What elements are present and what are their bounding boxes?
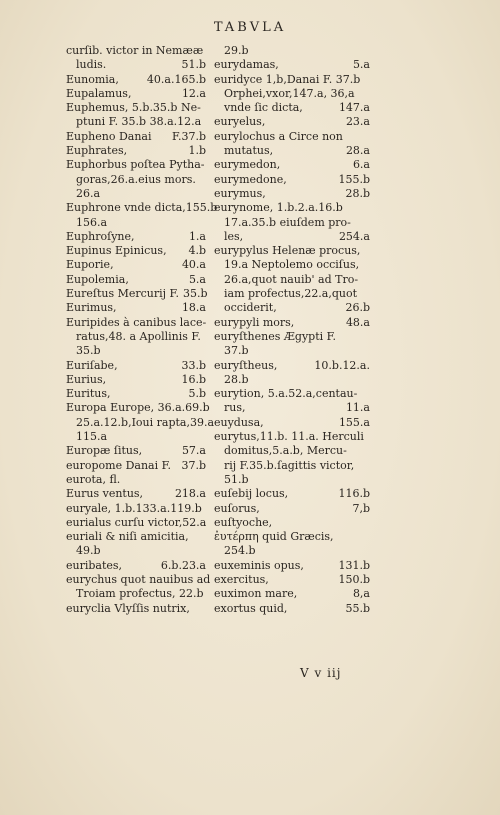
index-entry xyxy=(214,530,370,544)
entry-text: Eunomia, xyxy=(66,72,119,86)
entry-text: 156.a xyxy=(76,215,108,229)
entry-text: eurymus, xyxy=(214,186,266,200)
entry-text: Euphemus, 5.b.35.b Ne- xyxy=(66,101,201,115)
page-reference: 12.a xyxy=(181,86,206,100)
index-entry xyxy=(214,216,370,230)
page-reference: 26.b xyxy=(345,301,370,315)
entry-text: vnde ſic dicta, xyxy=(224,101,303,115)
index-entry xyxy=(214,573,370,587)
index-entry xyxy=(66,487,206,501)
index-entry xyxy=(214,258,370,272)
entry-text: Euripides à canibus lace- xyxy=(66,315,207,329)
index-entry xyxy=(214,187,370,201)
index-entry xyxy=(66,58,206,72)
entry-text: eurypylus Helenæ procus, xyxy=(214,244,361,258)
entry-text: eurymedon, xyxy=(214,158,281,172)
index-entry xyxy=(214,101,370,115)
index-entry xyxy=(66,230,206,244)
page-reference xyxy=(202,430,206,444)
page-reference: 147.a xyxy=(338,101,370,115)
page-reference xyxy=(366,444,370,458)
page-reference: 7,b xyxy=(352,501,370,515)
page-reference: 28.b xyxy=(345,186,370,200)
page-reference xyxy=(366,430,370,444)
index-entry xyxy=(66,115,206,129)
entry-text: Euporie, xyxy=(66,258,114,272)
index-entry xyxy=(66,130,206,144)
index-entry xyxy=(214,301,370,315)
entry-text: domitus,5.a.b, Mercu- xyxy=(224,444,347,458)
entry-text: 17.a.35.b eiuſdem pro- xyxy=(224,215,351,229)
index-entry xyxy=(214,115,370,129)
index-entry xyxy=(66,502,206,516)
page-reference: 11.a xyxy=(345,401,370,415)
page-reference: 218.a xyxy=(174,487,206,501)
page-reference xyxy=(202,330,206,344)
entry-text: Eupinus Epinicus, xyxy=(66,244,167,258)
index-entry xyxy=(214,416,370,430)
page-reference: 40.a.165.b xyxy=(146,72,206,86)
entry-text: eurynome, 1.b.2.a.16.b xyxy=(214,201,343,215)
entry-text: Eupheno Danai xyxy=(66,129,152,143)
page-reference xyxy=(202,544,206,558)
page-reference xyxy=(366,130,370,144)
index-entry xyxy=(214,173,370,187)
index-entry xyxy=(66,587,206,601)
index-entry xyxy=(66,201,218,215)
index-entry xyxy=(66,216,206,230)
entry-text: 26.a,quot nauib' ad Tro- xyxy=(224,272,359,286)
entry-text: rus, xyxy=(224,401,246,415)
index-entry xyxy=(66,173,206,187)
page-reference xyxy=(366,459,370,473)
entry-text: Troiam profectus, 22.b xyxy=(76,587,204,601)
page-reference: 131.b xyxy=(338,558,370,572)
entry-text: euximon mare, xyxy=(214,587,298,601)
entry-text: Orphei,vxor,147.a, 36,a xyxy=(224,86,355,100)
index-entry xyxy=(66,87,206,101)
page-reference xyxy=(366,287,370,301)
entry-text: euribates, xyxy=(66,558,123,572)
page-reference xyxy=(366,201,370,215)
page-reference xyxy=(366,473,370,487)
page-reference: 5.a xyxy=(352,58,370,72)
entry-text: Eurus ventus, xyxy=(66,487,144,501)
entry-text: euryſtheus, xyxy=(214,358,278,372)
running-head: TABVLA xyxy=(213,20,287,35)
index-entry xyxy=(66,244,206,258)
index-entry xyxy=(214,230,370,244)
signature-mark: V v iij xyxy=(300,666,342,680)
page-reference xyxy=(202,187,206,201)
page-reference xyxy=(366,373,370,387)
page-reference xyxy=(202,502,206,516)
page-reference: 35.b xyxy=(182,287,208,301)
page-reference: F.37.b xyxy=(172,129,206,143)
index-entry xyxy=(66,359,206,373)
entry-text: Euritus, xyxy=(66,387,111,401)
index-entry xyxy=(66,158,206,172)
index-entry xyxy=(214,401,370,415)
index-entry xyxy=(66,287,206,301)
index-entry xyxy=(66,473,206,487)
index-entry xyxy=(214,44,370,58)
index-entry xyxy=(66,459,206,473)
index-entry xyxy=(66,401,210,415)
index-entry xyxy=(66,258,206,272)
page-reference: 55.b xyxy=(345,601,370,615)
index-entry xyxy=(214,330,370,344)
page-reference: 18.a xyxy=(181,301,206,315)
index-entry xyxy=(214,473,370,487)
index-entry xyxy=(66,444,206,458)
entry-text: goras,26.a.eius mors. xyxy=(76,172,196,186)
index-entry xyxy=(66,344,206,358)
page-reference xyxy=(366,244,370,258)
page-reference: 51.b xyxy=(181,58,206,72)
entry-text: 29.b xyxy=(224,44,249,57)
entry-text: 26.a xyxy=(76,186,101,200)
entry-text: euxeminis opus, xyxy=(214,558,304,572)
index-entry xyxy=(214,602,370,616)
page-reference: 5.b xyxy=(188,387,206,401)
index-entry xyxy=(214,316,370,330)
entry-text: Euriſabe, xyxy=(66,358,118,372)
page-reference xyxy=(366,44,370,58)
entry-text: ratus,48. a Apollinis F. xyxy=(76,329,201,343)
index-column-left xyxy=(66,44,218,616)
entry-text: Eurius, xyxy=(66,372,107,386)
entry-text: euryſthenes Ægypti F. xyxy=(214,329,337,343)
entry-text: eurydamas, xyxy=(214,58,279,72)
index-entry xyxy=(66,572,211,587)
index-entry xyxy=(66,273,206,287)
page-reference: 8,a xyxy=(352,587,370,601)
entry-text: euſorus, xyxy=(214,501,260,515)
page-reference xyxy=(206,516,210,530)
page-reference xyxy=(366,273,370,287)
page-reference xyxy=(206,316,210,330)
entry-text: Eureſtus Mercurij F. xyxy=(66,287,179,301)
entry-text: euſtyoche, xyxy=(214,515,273,529)
entry-text: occiderit, xyxy=(224,301,277,315)
index-entry xyxy=(214,359,370,373)
page-reference: 16.b xyxy=(181,372,206,386)
index-entry xyxy=(214,459,370,473)
entry-text: 51.b xyxy=(224,472,249,486)
page-reference: 1.b xyxy=(188,144,206,158)
entry-text: 19.a Neptolemo occiſus, xyxy=(224,258,360,272)
page-reference: 150.b xyxy=(338,572,370,586)
index-entry xyxy=(66,387,206,401)
page-reference xyxy=(366,530,370,544)
page-reference xyxy=(366,258,370,272)
entry-text: euryelus, xyxy=(214,115,266,129)
entry-text: Euphorbus poſtea Pytha- xyxy=(66,158,205,172)
index-entry xyxy=(66,187,206,201)
page-reference: 6.b.23.a xyxy=(160,558,206,572)
index-entry xyxy=(66,330,206,344)
entry-text: eurialus curſu victor,52.a xyxy=(66,515,207,529)
index-entry xyxy=(66,544,206,558)
entry-text: exercitus, xyxy=(214,572,269,586)
index-entry xyxy=(66,73,206,87)
page-reference xyxy=(202,473,206,487)
index-entry xyxy=(214,87,370,101)
entry-text: eurytus,11.b. 11.a. Herculi xyxy=(214,430,364,444)
index-entry xyxy=(214,201,370,215)
entry-text: Euphrone vnde dicta,155.b xyxy=(66,201,218,215)
page-reference: 4.b xyxy=(188,244,206,258)
index-entry xyxy=(214,130,370,144)
entry-text: Eurimus, xyxy=(66,301,117,315)
page-reference: 1.a xyxy=(188,229,206,243)
entry-text: 25.a.12.b,Ioui rapta,39.a xyxy=(76,415,215,429)
index-entry xyxy=(214,58,370,72)
index-entry xyxy=(214,144,370,158)
page-reference xyxy=(366,330,370,344)
page-reference xyxy=(366,216,370,230)
page-reference xyxy=(366,387,370,401)
entry-text: iam profectus,22.a,quot xyxy=(224,287,358,301)
page-reference xyxy=(203,44,207,58)
index-entry xyxy=(66,516,206,530)
entry-text: eurota, fl. xyxy=(66,472,121,486)
entry-text: eurymedone, xyxy=(214,172,287,186)
page-reference: 23.a xyxy=(345,115,370,129)
page-reference xyxy=(202,344,206,358)
page-reference: 37.b xyxy=(181,458,206,472)
entry-text: euydusa, xyxy=(214,415,264,429)
entry-text: ptuni F. 35.b 38.a.12.a xyxy=(76,115,202,129)
index-entry xyxy=(214,387,370,401)
entry-text: euryclia Vlyſſis nutrix, xyxy=(66,601,190,615)
index-entry xyxy=(214,273,370,287)
entry-text: Eupalamus, xyxy=(66,86,132,100)
entry-text: rij F.35.b.ſagittis victor, xyxy=(224,458,355,472)
index-entry xyxy=(214,444,370,458)
page-reference xyxy=(366,87,370,101)
entry-text: ludis. xyxy=(76,58,107,72)
page-reference: 10.b.12.a. xyxy=(314,358,370,372)
entry-text: 254.b xyxy=(224,544,256,558)
page-reference xyxy=(366,544,370,558)
entry-text: 37.b xyxy=(224,344,249,358)
page-reference: 28.a xyxy=(345,144,370,158)
page-reference: 116.b xyxy=(338,487,370,501)
page-reference xyxy=(202,530,206,544)
index-entry xyxy=(214,373,370,387)
entry-text: europome Danai F. xyxy=(66,458,172,472)
index-entry xyxy=(66,101,206,115)
index-column-right xyxy=(214,44,370,616)
entry-text: eurytion, 5.a.52.a,centau- xyxy=(214,387,358,401)
index-entry xyxy=(214,587,370,601)
entry-text: eurypyli mors, xyxy=(214,315,295,329)
entry-text: 28.b xyxy=(224,372,249,386)
entry-text: 35.b xyxy=(76,344,101,358)
entry-text: Euphrates, xyxy=(66,144,128,158)
entry-text: exortus quid, xyxy=(214,601,288,615)
index-entry xyxy=(214,559,370,573)
entry-text: euriali & niſi amicitia, xyxy=(66,530,189,544)
page-reference xyxy=(366,516,370,530)
entry-text: mutatus, xyxy=(224,144,274,158)
page-reference: 33.b xyxy=(181,358,206,372)
index-entry xyxy=(66,316,206,330)
entry-text: 115.a xyxy=(76,430,108,444)
entry-text: Euphroſyne, xyxy=(66,229,135,243)
index-entry xyxy=(66,301,206,315)
index-entry xyxy=(66,530,206,544)
page-reference xyxy=(202,602,206,616)
page-reference xyxy=(205,158,209,172)
page-reference xyxy=(202,115,206,129)
entry-text: euryale, 1.b.133.a.119.b xyxy=(66,501,202,515)
entry-text: Europa Europe, 36.a.69.b xyxy=(66,401,210,415)
index-entry xyxy=(214,158,370,172)
page-reference: 5.a xyxy=(188,272,206,286)
index-entry xyxy=(66,373,206,387)
index-entry xyxy=(66,430,206,444)
page-reference: 40.a xyxy=(181,258,206,272)
index-entry xyxy=(66,144,206,158)
index-entry xyxy=(214,244,370,258)
page-reference xyxy=(366,344,370,358)
page-reference xyxy=(202,173,206,187)
index-entry xyxy=(214,544,370,558)
entry-text: eurylochus a Circe non xyxy=(214,129,343,143)
entry-text: eurychus quot nauibus ad xyxy=(66,572,211,586)
page-reference: 254.a xyxy=(338,229,370,243)
page-reference xyxy=(202,216,206,230)
index-entry xyxy=(66,44,206,58)
entry-text: les, xyxy=(224,229,244,243)
index-entry xyxy=(214,344,370,358)
page-reference xyxy=(204,587,208,601)
entry-text: curſib. victor in Nemææ xyxy=(66,44,204,57)
index-entry xyxy=(66,602,206,616)
index-entry xyxy=(214,287,370,301)
entry-text: 49.b xyxy=(76,544,101,558)
index-entry xyxy=(214,73,370,87)
entry-text: Eupolemia, xyxy=(66,272,129,286)
page-reference: 155.b xyxy=(338,172,370,186)
index-entry xyxy=(214,487,370,501)
index-entry xyxy=(66,415,215,430)
entry-text: Europæ ſitus, xyxy=(66,444,143,458)
page-reference: 155.a xyxy=(338,415,370,429)
index-entry xyxy=(214,516,370,530)
index-entry xyxy=(66,559,206,573)
entry-text: euridyce 1,b,Danai F. 37.b xyxy=(214,72,361,86)
page-reference: 6.a xyxy=(352,158,370,172)
page-reference xyxy=(202,101,206,115)
entry-text: euſebij locus, xyxy=(214,487,289,501)
index-entry xyxy=(214,430,370,444)
index-entry xyxy=(214,502,370,516)
page-reference: 48.a xyxy=(345,315,370,329)
page-reference xyxy=(366,73,370,87)
entry-text: ἐυτέρπη quid Græcis, xyxy=(214,530,334,544)
page-reference: 57.a xyxy=(181,444,206,458)
